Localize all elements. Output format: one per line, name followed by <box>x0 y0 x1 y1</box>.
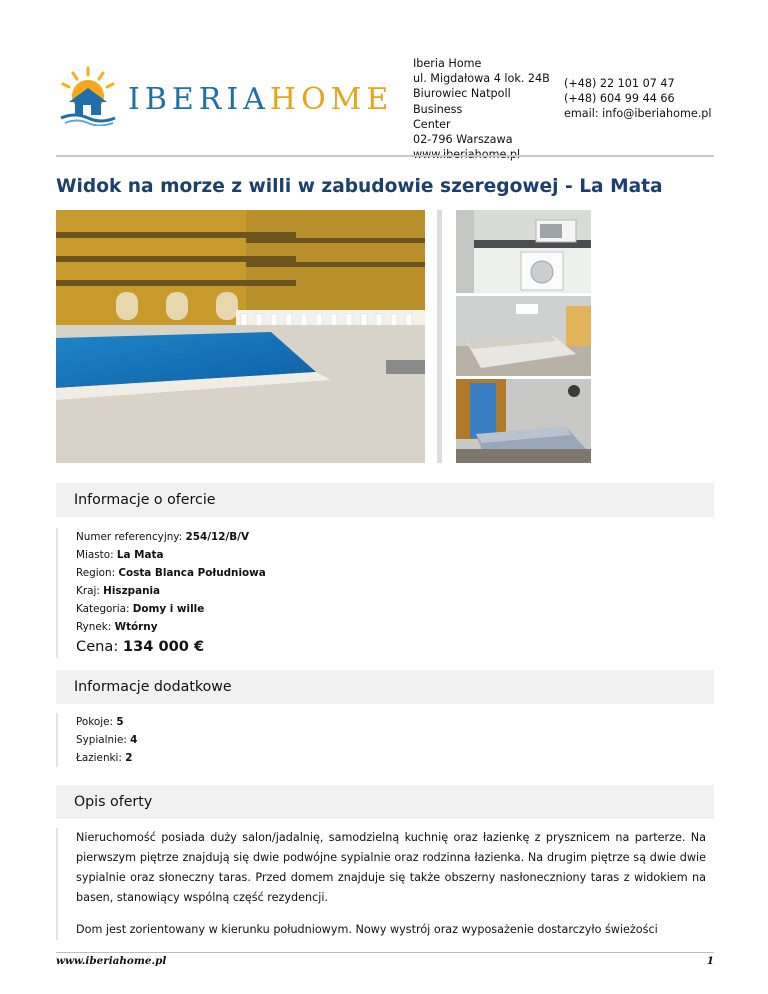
row-value: Hiszpania <box>103 585 161 597</box>
footer-website-link[interactable]: www.iberiahome.pl <box>56 955 167 967</box>
section-header-offer: Informacje o ofercie <box>56 483 714 517</box>
row-label: Kategoria: <box>76 603 133 615</box>
company-contact <box>564 76 744 122</box>
detail-row-city <box>76 546 714 564</box>
company-address <box>413 56 563 162</box>
footer-divider <box>56 952 714 953</box>
offer-details <box>56 528 714 658</box>
row-value: 2 <box>125 752 133 764</box>
page-number: 1 <box>706 955 714 967</box>
address-line: 02-796 Warszawa <box>413 133 513 147</box>
main-photo-pool[interactable] <box>56 210 425 463</box>
detail-row-market <box>76 618 714 636</box>
row-value: Domy i wille <box>132 603 205 615</box>
row-label: Łazienki: <box>76 752 126 764</box>
detail-row-bathrooms <box>76 749 714 767</box>
address-line: Biurowiec Natpoll Business <box>413 87 511 116</box>
phone-1: (+48) 22 101 07 47 <box>564 77 675 90</box>
row-label: Rynek: <box>76 621 115 633</box>
thumbnail-bedroom-1[interactable] <box>456 296 591 376</box>
header-divider <box>56 155 714 157</box>
row-label: Kraj: <box>76 585 104 597</box>
sun-house-icon <box>55 66 121 126</box>
additional-details <box>56 713 714 767</box>
section-header-additional: Informacje dodatkowe <box>56 670 714 704</box>
detail-row-region <box>76 564 714 582</box>
detail-row-country <box>76 582 714 600</box>
email: email: info@iberiahome.pl <box>564 107 712 121</box>
row-label: Numer referencyjny: <box>76 531 186 543</box>
address-line: Iberia Home <box>413 57 482 70</box>
thumbnail-bedroom-2[interactable] <box>456 379 591 463</box>
row-value: 254/12/B/V <box>185 531 249 543</box>
row-value: 4 <box>130 734 138 746</box>
description-body <box>56 828 714 940</box>
row-value: Wtórny <box>114 621 158 633</box>
row-label: Pokoje: <box>76 716 117 728</box>
row-value: Costa Blanca Południowa <box>118 567 266 579</box>
row-value: La Mata <box>116 549 164 561</box>
row-label: Sypialnie: <box>76 734 131 746</box>
logo-wordmark-part1: IBERIA <box>128 82 270 117</box>
detail-row-rooms <box>76 713 714 731</box>
row-label: Region: <box>76 567 119 579</box>
thumbnail-kitchen[interactable] <box>456 210 591 293</box>
address-line: Center <box>413 117 451 131</box>
row-label: Miasto: <box>76 549 117 561</box>
price-label: Cena: <box>76 638 123 655</box>
detail-row-bedrooms <box>76 731 714 749</box>
phone-2: (+48) 604 99 44 66 <box>564 92 675 106</box>
price <box>76 636 714 658</box>
logo-wordmark <box>128 82 393 117</box>
photo-separator <box>437 210 442 463</box>
description-paragraph: Nieruchomość posiada duży salon/jadalnię, samodzielną kuchnię oraz łazienkę z prysznicem na parterze. Na pierwszym piętrze znajdują się dwie podwójne sypialnie oraz rodzinna łazienka. Na drugim piętrze są dwie dwie sypialnie oraz słoneczny taras. Przed domem znajduje się także obszerny nasłoneczniony taras z widokiem na basen, stanowiący wspólną część rezydencji. <box>76 831 706 904</box>
price-value: 134 000 € <box>122 638 205 655</box>
page-title: Widok na morze z willi w zabudowie szeregowej - La Mata <box>56 176 663 197</box>
row-value: 5 <box>116 716 124 728</box>
detail-row-category <box>76 600 714 618</box>
section-header-description: Opis oferty <box>56 785 714 819</box>
description-paragraph: Dom jest zorientowany w kierunku południowym. Nowy wystrój oraz wyposażenie dostarczyło świeżości <box>76 923 658 936</box>
logo-wordmark-part2: HOME <box>269 82 394 117</box>
detail-row-reference <box>76 528 714 546</box>
address-line: ul. Migdałowa 4 lok. 24B <box>413 72 550 86</box>
